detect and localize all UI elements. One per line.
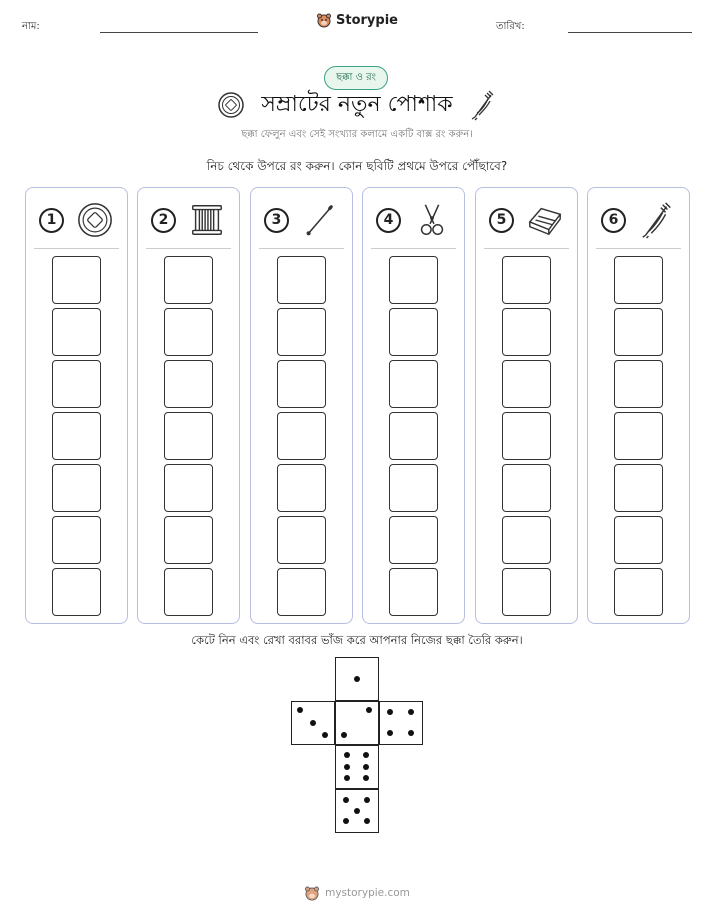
color-box[interactable] — [389, 308, 438, 356]
brand-logo — [0, 12, 714, 28]
dice-pip — [310, 720, 316, 726]
column-divider — [371, 248, 456, 249]
column-number: 5 — [489, 208, 514, 233]
column-number: 4 — [376, 208, 401, 233]
dice-pip — [363, 752, 369, 758]
column-4 — [362, 187, 465, 624]
color-box[interactable] — [389, 412, 438, 460]
dice-pip — [364, 797, 370, 803]
dice-pip — [344, 764, 350, 770]
color-box[interactable] — [164, 412, 213, 460]
color-box[interactable] — [52, 308, 101, 356]
color-box[interactable] — [389, 360, 438, 408]
color-box[interactable] — [502, 256, 551, 304]
instruction: নিচ থেকে উপরে রং করুন। কোন ছবিটি প্রথমে উপরে পৌঁছাবে? — [206, 159, 508, 173]
color-box[interactable] — [614, 308, 663, 356]
color-box[interactable] — [389, 568, 438, 616]
color-box[interactable] — [164, 360, 213, 408]
color-box[interactable] — [614, 516, 663, 564]
page-title: সম্রাটের নতুন পোশাক — [261, 91, 453, 117]
dice-pip — [344, 752, 350, 758]
color-box[interactable] — [614, 360, 663, 408]
brand-name: Storypie — [336, 12, 398, 28]
color-box[interactable] — [502, 464, 551, 512]
color-box[interactable] — [502, 308, 551, 356]
column-header — [138, 198, 239, 242]
dice-pip — [408, 730, 414, 736]
footer-mascot-icon — [304, 885, 320, 901]
dice-pip — [354, 676, 360, 682]
dice-pip — [343, 797, 349, 803]
column-2 — [137, 187, 240, 624]
folded-cloth-icon — [526, 201, 564, 239]
name-label: নাম: — [22, 21, 40, 32]
thread-skein-icon — [469, 89, 497, 121]
color-box[interactable] — [502, 412, 551, 460]
column-header — [251, 198, 352, 242]
color-box[interactable] — [277, 256, 326, 304]
dice-face-1 — [335, 657, 379, 701]
dice-pip — [366, 707, 372, 713]
dice-pip — [322, 732, 328, 738]
color-box[interactable] — [52, 360, 101, 408]
date-label: তারিখ: — [496, 21, 525, 32]
color-box[interactable] — [277, 464, 326, 512]
color-box[interactable] — [502, 516, 551, 564]
column-divider — [34, 248, 119, 249]
coin-icon — [76, 201, 114, 239]
color-box[interactable] — [277, 516, 326, 564]
column-1 — [25, 187, 128, 624]
color-box[interactable] — [164, 256, 213, 304]
color-box[interactable] — [614, 568, 663, 616]
color-box[interactable] — [614, 464, 663, 512]
coin-icon — [217, 91, 245, 119]
column-header — [26, 198, 127, 242]
color-box[interactable] — [164, 568, 213, 616]
color-box[interactable] — [277, 412, 326, 460]
column-number: 2 — [151, 208, 176, 233]
column-3 — [250, 187, 353, 624]
dice-pip — [387, 730, 393, 736]
dice-pip — [343, 818, 349, 824]
date-line[interactable] — [568, 32, 692, 33]
color-box[interactable] — [164, 308, 213, 356]
column-header — [363, 198, 464, 242]
column-divider — [596, 248, 681, 249]
subtitle: ছক্কা ফেলুন এবং সেই সংখ্যার কলামে একটি বাক্স রং করুন। — [241, 129, 473, 140]
color-box[interactable] — [614, 412, 663, 460]
dice-face-6 — [335, 745, 379, 789]
dice-pip — [364, 818, 370, 824]
dice-pip — [354, 808, 360, 814]
dice-pip — [341, 732, 347, 738]
color-box[interactable] — [277, 360, 326, 408]
mascot-icon — [316, 12, 332, 28]
column-divider — [259, 248, 344, 249]
needle-icon — [301, 201, 339, 239]
dice-pip — [408, 709, 414, 715]
color-box[interactable] — [52, 256, 101, 304]
footer — [0, 885, 714, 901]
column-header — [588, 198, 689, 242]
dice-face-5 — [335, 789, 379, 833]
dice-pip — [387, 709, 393, 715]
color-box[interactable] — [614, 256, 663, 304]
dice-face-4 — [379, 701, 423, 745]
dice-pip — [363, 764, 369, 770]
column-divider — [484, 248, 569, 249]
dice-face-3 — [291, 701, 335, 745]
column-number: 1 — [39, 208, 64, 233]
color-box[interactable] — [502, 360, 551, 408]
column-number: 6 — [601, 208, 626, 233]
color-box[interactable] — [52, 464, 101, 512]
cut-instruction: কেটে নিন এবং রেখা বরাবর ভাঁজ করে আপনার নিজের ছক্কা তৈরি করুন। — [191, 633, 523, 647]
dice-pip — [297, 707, 303, 713]
loom-icon — [188, 201, 226, 239]
color-box[interactable] — [52, 412, 101, 460]
dice-pip — [344, 775, 350, 781]
column-header — [476, 198, 577, 242]
color-box[interactable] — [164, 516, 213, 564]
scissors-icon — [413, 201, 451, 239]
name-line[interactable] — [100, 32, 258, 33]
color-box[interactable] — [52, 516, 101, 564]
color-box[interactable] — [389, 464, 438, 512]
color-box[interactable] — [502, 568, 551, 616]
color-box[interactable] — [277, 308, 326, 356]
color-box[interactable] — [52, 568, 101, 616]
title-row — [0, 88, 714, 122]
color-box[interactable] — [164, 464, 213, 512]
dice-pip — [363, 775, 369, 781]
column-number: 3 — [264, 208, 289, 233]
column-divider — [146, 248, 231, 249]
color-box[interactable] — [389, 516, 438, 564]
color-box[interactable] — [277, 568, 326, 616]
color-box[interactable] — [389, 256, 438, 304]
thread-skein-icon — [638, 201, 676, 239]
column-6 — [587, 187, 690, 624]
column-5 — [475, 187, 578, 624]
game-type-badge: ছক্কা ও রং — [324, 66, 388, 90]
dice-face-2 — [335, 701, 379, 745]
footer-url[interactable]: mystorypie.com — [325, 887, 410, 899]
